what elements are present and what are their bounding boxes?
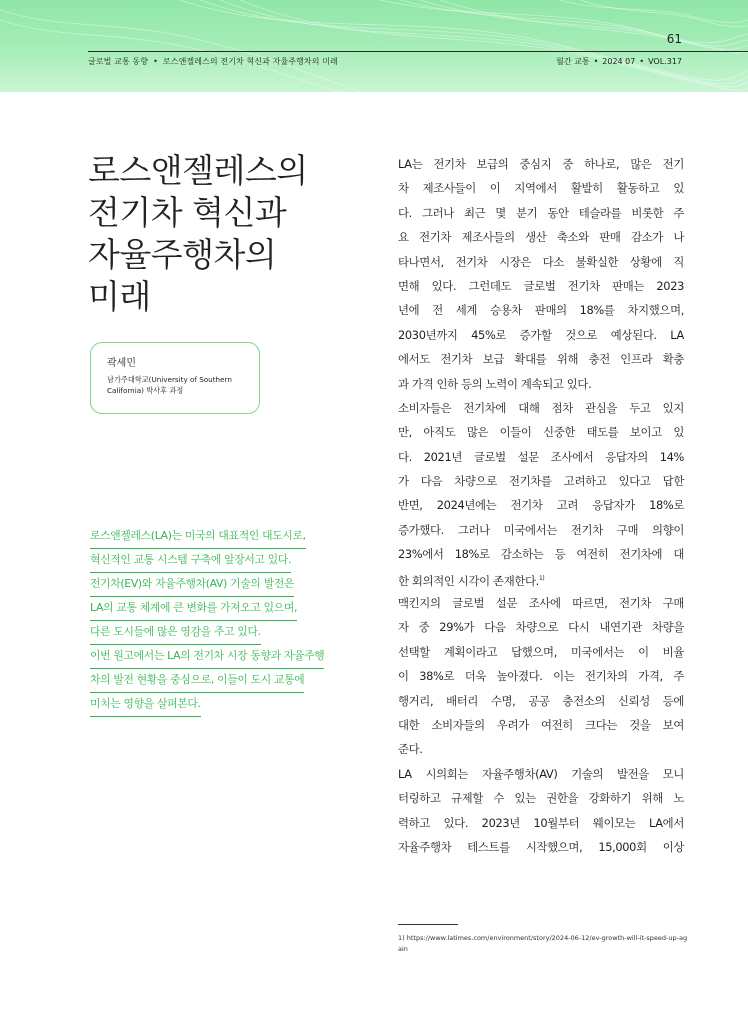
separator-dot: • xyxy=(153,57,158,66)
body-line: 증가했다. 그러나 미국에서는 전기차 구매 의향이 xyxy=(398,522,684,537)
wave-pattern-decoration xyxy=(0,0,748,92)
header-rule xyxy=(88,51,748,52)
author-affiliation xyxy=(107,374,267,396)
body-line: 과 가격 인하 등의 노력이 계속되고 있다. xyxy=(398,376,592,391)
body-line: 다. 2021년 글로벌 설문 조사에서 응답자의 14% xyxy=(398,449,684,464)
section-label: 글로벌 교통 동향 xyxy=(88,57,149,66)
abstract-line: 로스앤젤레스(LA)는 미국의 대표적인 대도시로, xyxy=(90,525,306,549)
body-line: 소비자들은 전기차에 대해 점차 관심을 두고 있지 xyxy=(398,400,684,415)
title-line: 로스앤젤레스의 xyxy=(88,151,308,190)
body-line: 선택할 계획이라고 답했으며, 미국에서는 이 비율 xyxy=(398,644,684,659)
body-line: 준다. xyxy=(398,742,423,757)
body-line: 타나면서, 전기차 시장은 다소 불확실한 상황에 직 xyxy=(398,254,684,269)
body-line: 한 회의적인 시각이 존재한다. xyxy=(398,573,539,588)
body-line: 자 중 29%가 다음 차량으로 다시 내연기관 차량을 xyxy=(398,620,684,635)
body-line: 자율주행차 테스트를 시작했으며, 15,000회 이상 xyxy=(398,839,684,854)
body-line: 면해 있다. 그런데도 글로벌 전기차 판매는 2023 xyxy=(398,278,684,293)
body-line: 대한 소비자들의 우려가 여전히 크다는 것을 보여 xyxy=(398,717,684,732)
title-line: 미래 xyxy=(88,277,151,316)
running-head xyxy=(88,56,338,67)
body-line: LA는 전기차 보급의 중심지 중 하나로, 많은 전기 xyxy=(398,157,684,171)
author-box xyxy=(90,342,260,414)
body-line: 반면, 2024년에는 전기차 고려 응답자가 18%로 xyxy=(398,498,684,513)
separator-dot: • xyxy=(593,57,599,66)
abstract-line: 전기차(EV)와 자율주행차(AV) 기술의 발전은 xyxy=(90,573,294,597)
author-name: 곽세민 xyxy=(107,358,136,369)
magazine-name: 월간 교통 xyxy=(556,57,590,66)
body-line: 년에 전 세계 승용차 판매의 18%를 차지했으며, xyxy=(398,303,684,318)
affiliation-line: 남가주대학교(University of Southern xyxy=(107,375,232,384)
header-band xyxy=(0,0,748,92)
body-line: 23%에서 18%로 감소하는 등 여전히 전기차에 대 xyxy=(398,547,684,562)
body-line: 2030년까지 45%로 증가할 것으로 예상된다. LA xyxy=(398,327,684,342)
body-line: 요 전기차 제조사들의 생산 축소와 판매 감소가 나 xyxy=(398,230,684,245)
abstract-line: 혁신적인 교통 시스템 구축에 앞장서고 있다. xyxy=(90,549,291,573)
abstract-line: 차의 발전 현황을 중심으로, 이들이 도시 교통에 xyxy=(90,669,304,693)
article-title xyxy=(88,150,378,318)
body-line: 가 다음 차량으로 전기차를 고려하고 있다고 답한 xyxy=(398,474,684,489)
issue-volume: VOL.317 xyxy=(648,57,682,66)
footnote-marker: 1) xyxy=(538,574,545,582)
affiliation-line: California) 박사후 과정 xyxy=(107,386,184,395)
footnote: 1) https://www.latimes.com/environment/story/2024-06-12/ev-growth-will-it-speed-up-again xyxy=(398,934,688,953)
body-line: 만, 아직도 많은 이들이 신중한 태도를 보이고 있 xyxy=(398,425,684,440)
footnote-rule xyxy=(398,924,458,925)
body-line: 차 제조사들이 이 지역에서 활발히 활동하고 있 xyxy=(398,181,684,196)
body-line: 맥킨지의 글로벌 설문 조사에 따르면, 전기차 구매 xyxy=(398,596,684,611)
abstract xyxy=(90,525,380,717)
body-text xyxy=(398,152,684,859)
title-line: 전기차 혁신과 xyxy=(88,193,287,232)
body-line: 이 38%로 더욱 높아졌다. 이는 전기차의 가격, 주 xyxy=(398,669,684,684)
abstract-line: 이번 원고에서는 LA의 전기차 시장 동향과 자율주행 xyxy=(90,645,324,669)
body-line: 행거리, 배터리 수명, 공공 충전소의 신뢰성 등에 xyxy=(398,693,684,708)
body-line: 에서도 전기차 보급 확대를 위해 충전 인프라 확충 xyxy=(398,352,684,367)
separator-dot: • xyxy=(639,57,645,66)
issue-date: 2024 07 xyxy=(602,57,636,66)
body-line: LA 시의회는 자율주행차(AV) 기술의 발전을 모니 xyxy=(398,766,684,781)
body-line: 력하고 있다. 2023년 10월부터 웨이모는 LA에서 xyxy=(398,815,684,830)
body-line: 터링하고 규제할 수 있는 권한을 강화하기 위해 노 xyxy=(398,791,684,806)
body-line-with-footnote xyxy=(398,567,684,591)
abstract-line: 미치는 영향을 살펴본다. xyxy=(90,693,201,717)
issue-info xyxy=(556,56,682,67)
body-line: 다. 그러나 최근 몇 분기 동안 테슬라를 비롯한 주 xyxy=(398,205,684,220)
abstract-line: 다른 도시들에 많은 영감을 주고 있다. xyxy=(90,621,261,645)
article-short-title: 로스앤젤레스의 전기차 혁신과 자율주행차의 미래 xyxy=(162,57,338,66)
title-line: 자율주행차의 xyxy=(88,235,277,274)
page-number: 61 xyxy=(666,32,682,46)
abstract-line: LA의 교통 체계에 큰 변화를 가져오고 있으며, xyxy=(90,597,297,621)
